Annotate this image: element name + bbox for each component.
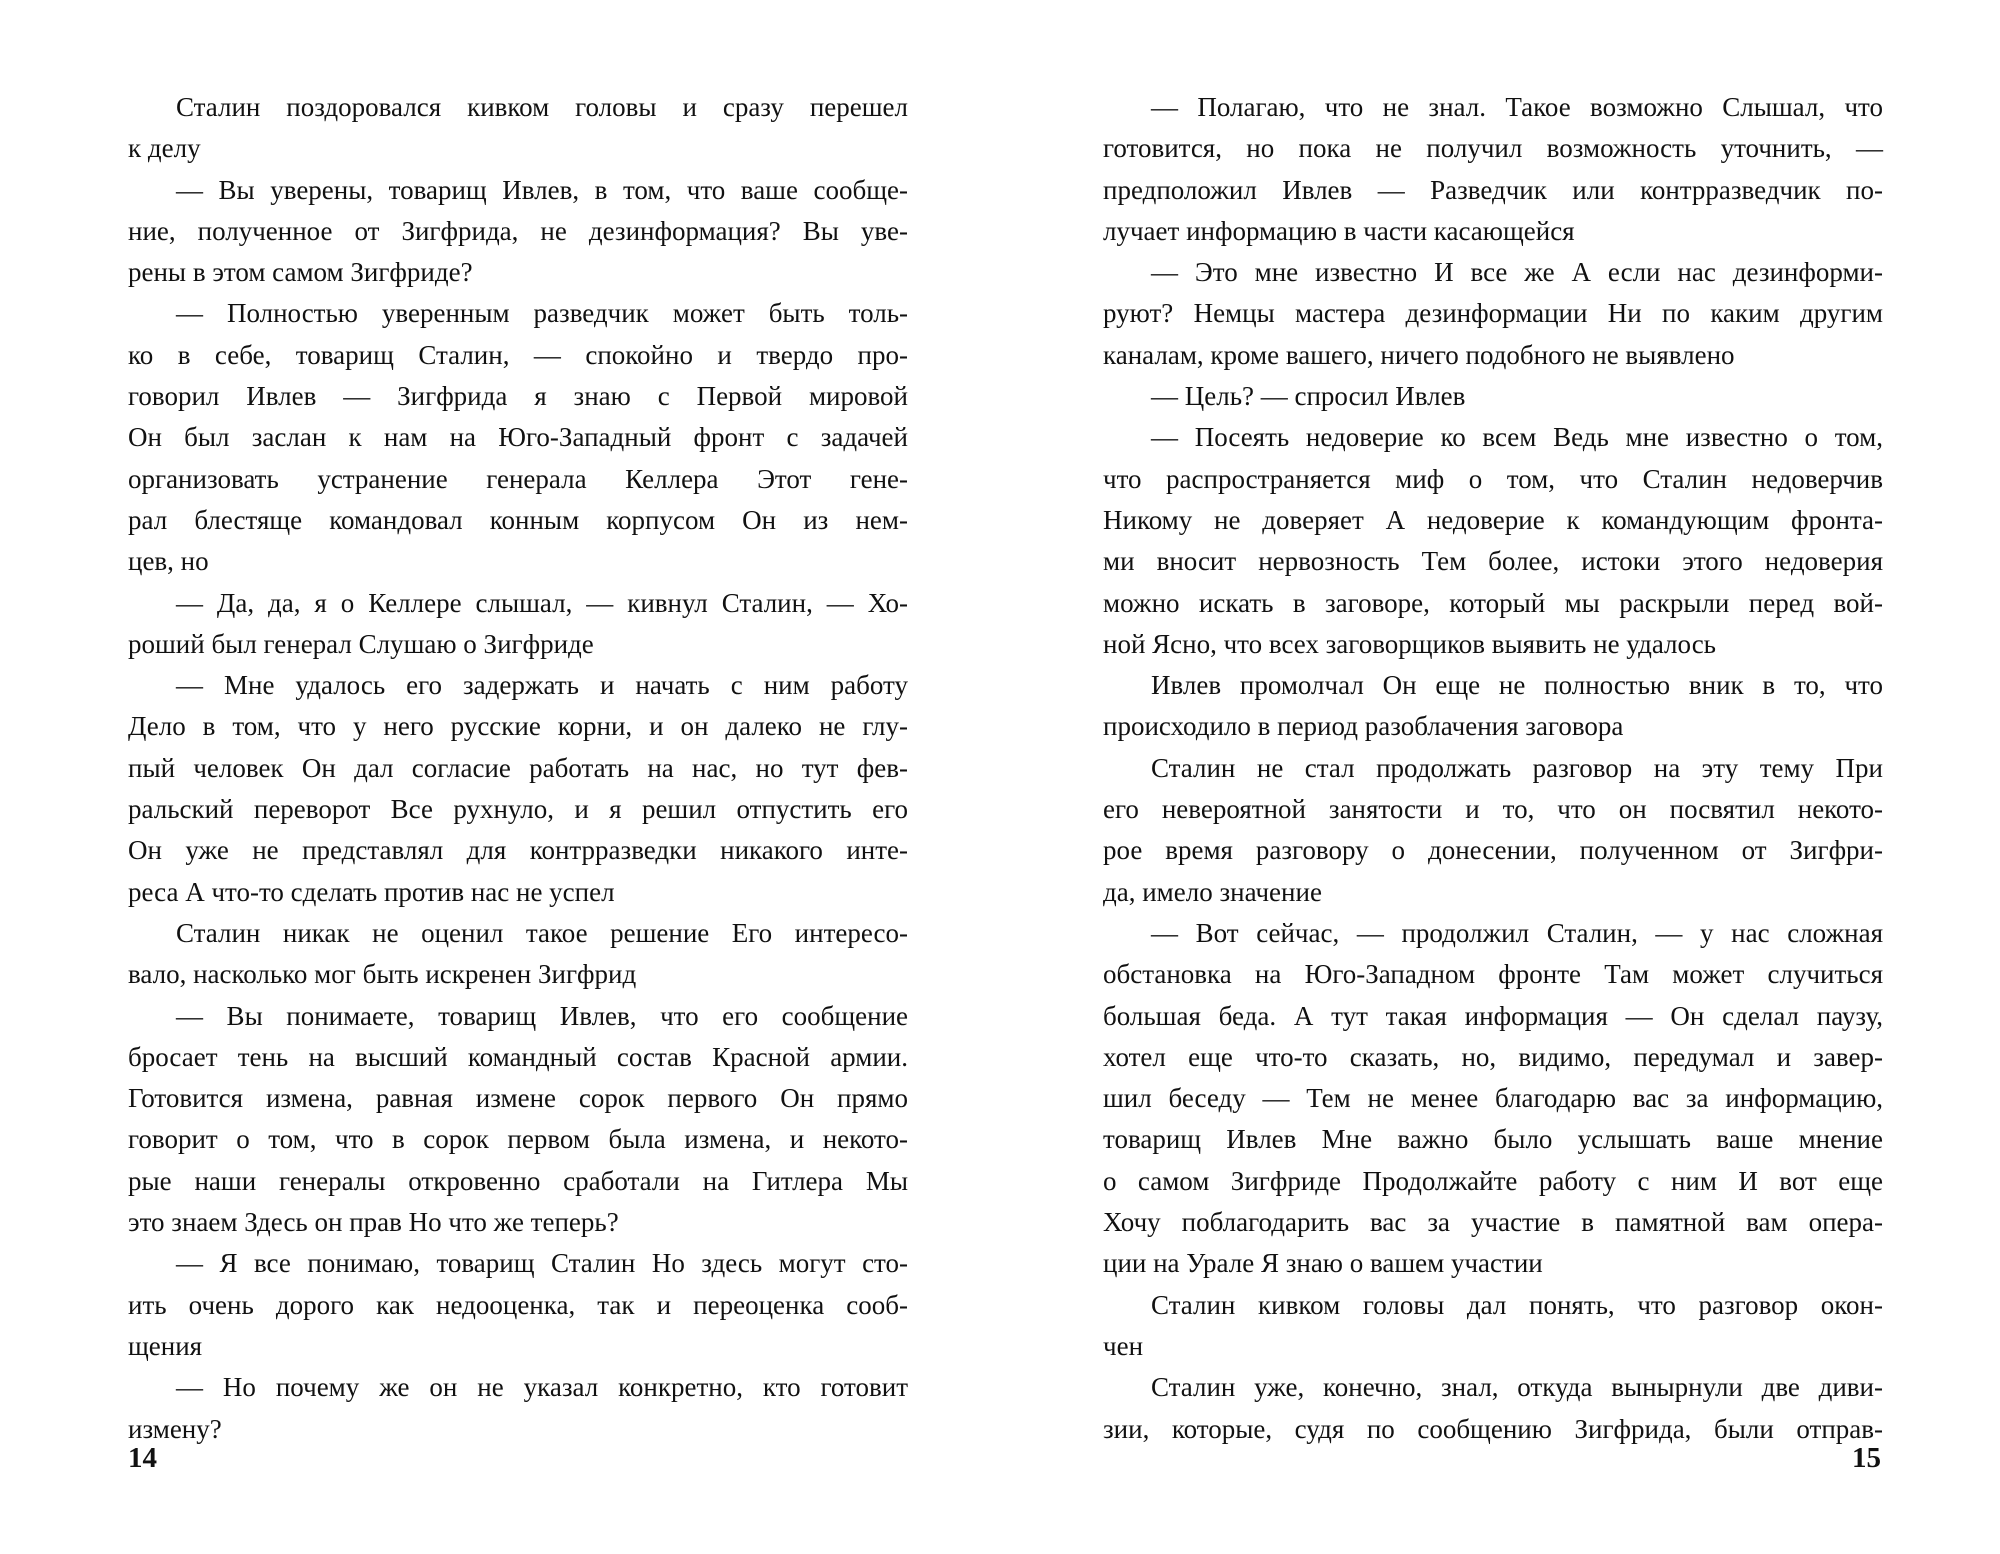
text-line: щения bbox=[128, 1330, 203, 1361]
text-line: пый человек Он дал согласие работать на нас, но тут фев- bbox=[128, 752, 908, 783]
text-line: организовать устранение генерала Келлера Этот гене- bbox=[128, 463, 908, 494]
text-line: к делу bbox=[128, 133, 201, 164]
text-line: говорит о том, что в сорок первом была измена, и некото- bbox=[128, 1124, 908, 1155]
text-line: — Мне удалось его задержать и начать с ним работу bbox=[176, 670, 908, 701]
text-line: большая беда. А тут такая информация — Он сделал паузу, bbox=[1103, 1000, 1883, 1031]
text-line: — Это мне известно И все же А если нас дезинформи- bbox=[1151, 257, 1883, 288]
right-page-number: 15 bbox=[1852, 1442, 1881, 1474]
text-line: каналам, кроме вашего, ничего подобного не выявлено bbox=[1103, 339, 1735, 370]
text-line: реса А что-то сделать против нас не успел bbox=[128, 876, 615, 907]
text-line: Сталин кивком головы дал понять, что разговор окон- bbox=[1151, 1289, 1883, 1320]
text-line: да, имело значение bbox=[1103, 876, 1322, 907]
text-line: ции на Урале Я знаю о вашем участии bbox=[1103, 1248, 1543, 1279]
text-line: Хочу поблагодарить вас за участие в памятной вам опера- bbox=[1103, 1207, 1883, 1238]
text-line: Сталин никак не оценил такое решение Его интересо- bbox=[176, 917, 908, 948]
text-line: чен bbox=[1103, 1330, 1144, 1361]
text-line: ной Ясно, что всех заговорщиков выявить не удалось bbox=[1103, 628, 1716, 659]
text-line: ральский переворот Все рухнуло, и я решил отпустить его bbox=[128, 794, 908, 825]
text-line: что распространяется миф о том, что Сталин недоверчив bbox=[1103, 463, 1883, 494]
text-line: можно искать в заговоре, который мы раскрыли перед вой- bbox=[1103, 587, 1883, 618]
text-line: ить очень дорого как недооценка, так и переоценка сооб- bbox=[128, 1289, 908, 1320]
text-line: рое время разговору о донесении, полученном от Зигфри- bbox=[1103, 835, 1883, 866]
text-line: — Да, да, я о Келлере слышал, — кивнул Сталин, — Хо- bbox=[176, 587, 908, 618]
text-line: — Но почему же он не указал конкретно, кто готовит bbox=[176, 1372, 908, 1403]
text-line: — Я все понимаю, товарищ Сталин Но здесь могут сто- bbox=[176, 1248, 908, 1279]
text-line: — Вот сейчас, — продолжил Сталин, — у нас сложная bbox=[1151, 917, 1883, 948]
text-line: о самом Зигфриде Продолжайте работу с ним И вот еще bbox=[1103, 1165, 1883, 1196]
text-line: руют? Немцы мастера дезинформации Ни по каким другим bbox=[1103, 298, 1883, 329]
text-line: происходило в период разоблачения заговора bbox=[1103, 711, 1624, 742]
text-line: зии, которые, судя по сообщению Зигфрида, были отправ- bbox=[1103, 1413, 1883, 1444]
text-line: Сталин не стал продолжать разговор на эту тему При bbox=[1151, 752, 1883, 783]
text-line: Никому не доверяет А недоверие к командующим фронта- bbox=[1103, 504, 1883, 535]
text-line: бросает тень на высший командный состав Красной армии. bbox=[128, 1041, 908, 1072]
text-line: хотел еще что-то сказать, но, видимо, передумал и завер- bbox=[1103, 1041, 1883, 1072]
text-line: Сталин поздоровался кивком головы и сразу перешел bbox=[176, 92, 908, 122]
text-line: — Вы уверены, товарищ Ивлев, в том, что ваше сообще- bbox=[176, 174, 908, 205]
text-line: готовится, но пока не получил возможность уточнить, — bbox=[1103, 133, 1883, 164]
text-line: ми вносит нервозность Тем более, истоки этого недоверия bbox=[1103, 546, 1883, 577]
text-line: рые наши генералы откровенно сработали на Гитлера Мы bbox=[128, 1165, 908, 1196]
text-line: Дело в том, что у него русские корни, и он далеко не глу- bbox=[128, 711, 908, 742]
text-line: ко в себе, товарищ Сталин, — спокойно и твердо про- bbox=[128, 339, 908, 370]
text-line: товарищ Ивлев Мне важно было услышать ваше мнение bbox=[1103, 1124, 1883, 1155]
text-line: цев, но bbox=[128, 546, 209, 577]
text-line: шил беседу — Тем не менее благодарю вас за информацию, bbox=[1103, 1083, 1883, 1114]
left-page-text bbox=[128, 87, 908, 1450]
text-line: Ивлев промолчал Он еще не полностью вник в то, что bbox=[1151, 670, 1883, 701]
text-line: это знаем Здесь он прав Но что же теперь? bbox=[128, 1207, 619, 1238]
text-line: ние, полученное от Зигфрида, не дезинформация? Вы уве- bbox=[128, 215, 908, 246]
text-line: Сталин уже, конечно, знал, откуда вынырнули две диви- bbox=[1151, 1372, 1883, 1403]
text-line: лучает информацию в части касающейся bbox=[1103, 215, 1575, 246]
text-line: — Вы понимаете, товарищ Ивлев, что его сообщение bbox=[176, 1000, 908, 1031]
text-line: его невероятной занятости и то, что он посвятил некото- bbox=[1103, 794, 1883, 825]
text-line: роший был генерал Слушаю о Зигфриде bbox=[128, 628, 594, 659]
text-line: Он уже не представлял для контрразведки никакого инте- bbox=[128, 835, 908, 866]
text-line: обстановка на Юго-Западном фронте Там может случиться bbox=[1103, 959, 1883, 990]
text-line: — Посеять недоверие ко всем Ведь мне известно о том, bbox=[1151, 422, 1883, 453]
text-line: вало, насколько мог быть искренен Зигфрид bbox=[128, 959, 637, 990]
text-line: Готовится измена, равная измене сорок первого Он прямо bbox=[128, 1083, 908, 1114]
text-line: — Полностью уверенным разведчик может быть толь- bbox=[176, 298, 908, 329]
text-line: предположил Ивлев — Разведчик или контрразведчик по- bbox=[1103, 174, 1883, 205]
text-line: говорил Ивлев — Зигфрида я знаю с Первой мировой bbox=[128, 381, 908, 412]
text-line: Он был заслан к нам на Юго-Западный фронт с задачей bbox=[128, 422, 908, 453]
text-line: — Полагаю, что не знал. Такое возможно Слышал, что bbox=[1151, 92, 1883, 122]
left-page-number: 14 bbox=[128, 1442, 157, 1474]
text-line: рал блестяще командовал конным корпусом Он из нем- bbox=[128, 504, 908, 535]
text-line: рены в этом самом Зигфриде? bbox=[128, 257, 473, 288]
text-line: — Цель? — спросил Ивлев bbox=[1151, 381, 1466, 412]
right-page-text bbox=[1103, 87, 1883, 1450]
text-line: измену? bbox=[128, 1413, 222, 1444]
